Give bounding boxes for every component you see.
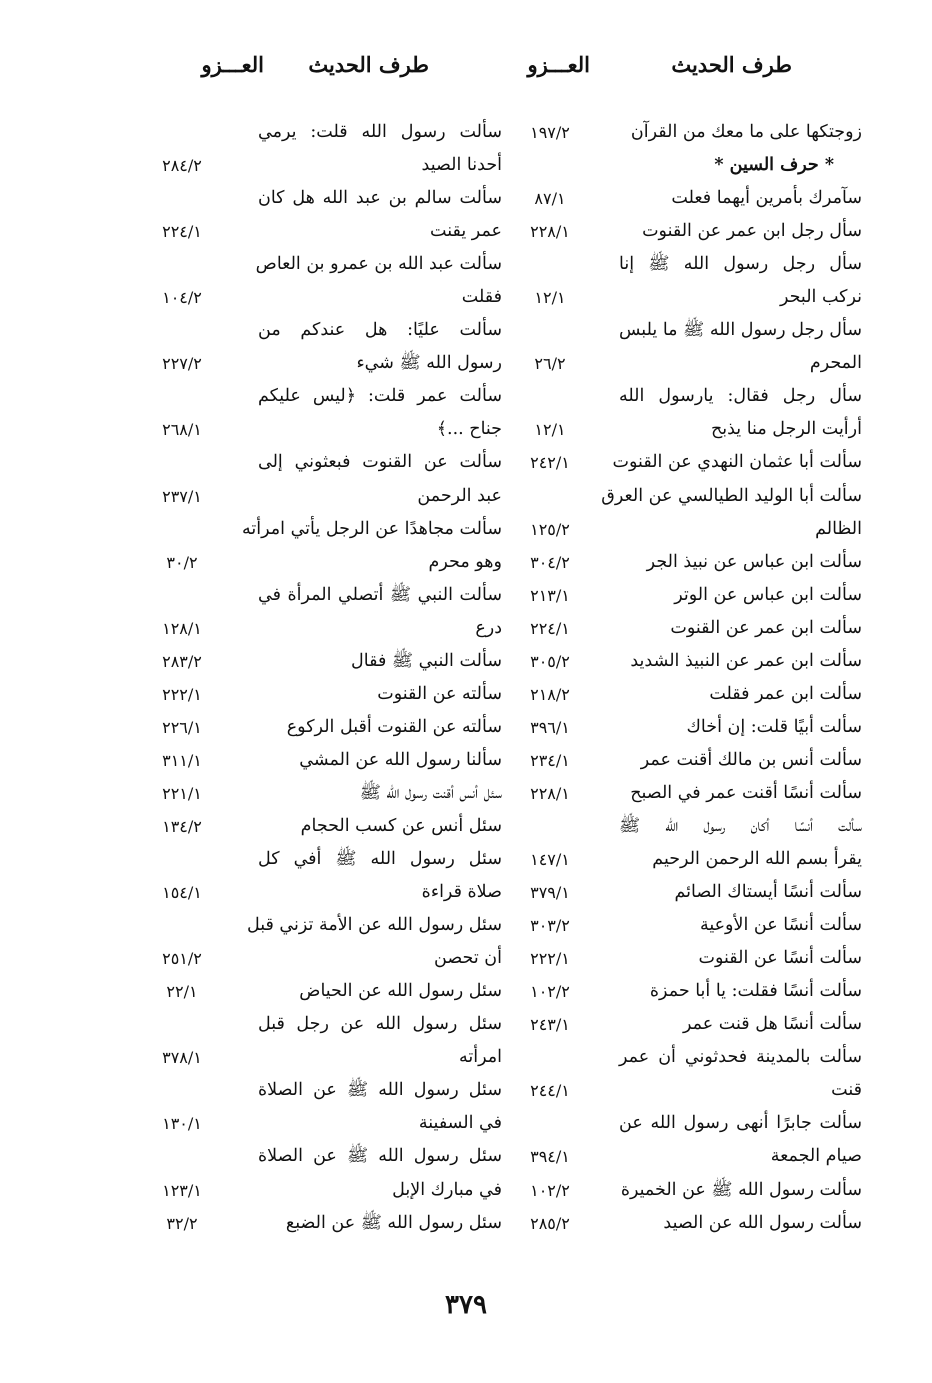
- index-entry: [500, 1140, 862, 1173]
- index-entry: [150, 1140, 502, 1173]
- hadith-incipit: وهو محرم: [428, 551, 502, 572]
- index-entry: [500, 248, 862, 281]
- index-entry: [500, 1008, 862, 1041]
- hadith-reference: ٢٣٧/١: [162, 486, 202, 506]
- index-entry: [150, 975, 502, 1008]
- hadith-incipit: سألت ابن عمر فقلت: [709, 683, 862, 704]
- hadith-incipit: سألت عليًا: هل عندكم من: [258, 320, 502, 341]
- hadith-reference: ٢٢٨/١: [530, 222, 570, 242]
- index-entry: [150, 810, 502, 843]
- index-entry: [500, 777, 862, 810]
- hadith-incipit: سألت مجاهدًا عن الرجل يأتي امرأته: [242, 518, 502, 539]
- hadith-reference: ٢٦٨/١: [162, 420, 202, 440]
- hadith-incipit: سألت أنس بن مالك أقنت عمر: [640, 749, 862, 770]
- hadith-incipit: سئل رسول الله ﷺ عن الصلاة: [258, 1146, 502, 1167]
- index-entry: [150, 546, 502, 579]
- hadith-reference: ١٢٥/٢: [530, 519, 570, 539]
- index-entry: [150, 149, 502, 182]
- hadith-reference: ٢٤٢/١: [530, 453, 570, 473]
- hadith-reference: ٣٠/٢: [166, 552, 198, 572]
- hadith-incipit: سألت أبيًا قلت: إن أخاك: [686, 716, 862, 737]
- index-entry: [500, 380, 862, 413]
- index-entry: [500, 744, 862, 777]
- hadith-reference: ٢٢١/١: [162, 783, 202, 803]
- hadith-reference: ١٣٠/١: [162, 1114, 202, 1134]
- hadith-incipit: سأل رجل ابن عمر عن القنوت: [642, 221, 862, 242]
- index-entry: [500, 314, 862, 347]
- index-entry: [150, 182, 502, 215]
- hadith-incipit: عبد الرحمن: [417, 485, 502, 506]
- hadith-incipit: سألته عن القنوت أقبل الركوع: [286, 716, 502, 737]
- index-entry: [150, 215, 502, 248]
- hadith-incipit: سألت النبي ﷺ فقال: [351, 650, 502, 671]
- hadith-reference: ٣١١/١: [162, 750, 202, 770]
- hadith-incipit: نركب البحر: [779, 287, 862, 308]
- hadith-incipit: سألت أنسًا أقنت عمر في الصبح: [630, 782, 862, 803]
- hadith-incipit: سئل رسول الله ﷺ عن الضبع: [285, 1212, 502, 1233]
- left-index-column: [150, 116, 502, 1240]
- hadith-incipit: جناح ...﴾: [436, 419, 502, 440]
- index-entry: [150, 777, 502, 810]
- index-entry: [500, 942, 862, 975]
- hadith-incipit: سألت عن القنوت فبعثوني إلى: [258, 452, 502, 473]
- hadith-reference: ٣٢/٢: [166, 1213, 198, 1233]
- hadith-reference: ٢٢٤/١: [162, 222, 202, 242]
- hadith-reference: ١٩٧/٢: [530, 123, 570, 142]
- hadith-incipit: سئل أنس أقنت رسول الله ﷺ: [359, 782, 502, 803]
- hadith-reference: ٢٢٧/٢: [162, 354, 202, 374]
- hadith-incipit: سألت النبي ﷺ أتصلي المرأة في: [258, 584, 502, 605]
- index-entry: [150, 1041, 502, 1074]
- hadith-reference: ٣٩٦/١: [530, 717, 570, 737]
- hadith-reference: ٣٧٩/١: [530, 883, 570, 903]
- hadith-reference: ١٢/١: [534, 420, 566, 440]
- index-entry: [150, 116, 502, 149]
- index-entry: [150, 645, 502, 678]
- hadith-incipit: سئل رسول الله ﷺ عن الصلاة: [258, 1080, 502, 1101]
- hadith-reference: ٢٨٤/٢: [162, 156, 202, 176]
- index-entry: [500, 1207, 862, 1240]
- hadith-incipit: سألت أبا عثمان النهدي عن القنوت: [612, 452, 862, 473]
- index-entry: [500, 281, 862, 314]
- hadith-reference: ١٢٨/١: [162, 618, 202, 638]
- index-entry: [150, 281, 502, 314]
- hadith-reference: ١٢/١: [534, 288, 566, 308]
- hadith-reference: ١٥٤/١: [162, 883, 202, 903]
- hadith-reference: ٢٢/١: [166, 982, 198, 1002]
- index-entry: [500, 579, 862, 612]
- index-entry: [500, 546, 862, 579]
- hadith-reference: ٢٨٣/٢: [162, 651, 202, 671]
- hadith-incipit: سألت ابن عمر عن النبيذ الشديد: [630, 650, 862, 671]
- hadith-incipit: سألت رسول الله قلت: يرمي: [258, 122, 502, 142]
- hadith-reference: ٢٤٤/١: [530, 1081, 570, 1101]
- hadith-incipit: امرأته: [458, 1047, 502, 1068]
- hadith-incipit: سألته عن القنوت: [377, 683, 502, 704]
- hadith-incipit: سألت ابن عباس عن الوتر: [674, 584, 862, 605]
- index-entry: [500, 711, 862, 744]
- hadith-reference: ١٢٣/١: [162, 1180, 202, 1200]
- index-entry: [500, 149, 862, 182]
- hadith-reference: ٢٤٣/١: [530, 1015, 570, 1035]
- hadith-incipit: سئل رسول الله ﷺ أفي كل: [258, 849, 502, 870]
- index-entry: [150, 876, 502, 909]
- index-entry: [150, 380, 502, 413]
- hadith-incipit: في مبارك الإبل: [392, 1179, 502, 1200]
- index-entry: [150, 480, 502, 513]
- header-right-azw: العـــزو: [527, 52, 590, 77]
- header-left-azw: العـــزو: [201, 52, 264, 77]
- hadith-incipit: سألت بالمدينة فحدثوني أن عمر: [619, 1047, 862, 1068]
- hadith-reference: ٣٠٥/٢: [530, 651, 570, 671]
- hadith-incipit: صيام الجمعة: [770, 1146, 862, 1167]
- hadith-reference: ١٤٧/١: [530, 850, 570, 870]
- hadith-incipit: عمر يقنت: [430, 221, 502, 242]
- hadith-incipit: سألت أنسًا أكان رسول الله ﷺ: [619, 815, 862, 836]
- index-entry: [500, 645, 862, 678]
- hadith-incipit: سألت رسول الله عن الصيد: [663, 1212, 862, 1233]
- hadith-incipit: سألت جابرًا أنهى رسول الله عن: [619, 1113, 862, 1134]
- index-entry: [500, 182, 862, 215]
- hadith-incipit: سأل رجل رسول الله ﷺ ما يلبس: [619, 320, 862, 341]
- hadith-incipit: أرأيت الرجل منا يذبح: [710, 419, 862, 440]
- index-entry: [150, 314, 502, 347]
- hadith-incipit: المحرم: [809, 353, 862, 374]
- hadith-incipit: سئل رسول الله عن الحياض: [299, 981, 502, 1002]
- index-entry: [500, 1041, 862, 1074]
- hadith-incipit: فقلت: [461, 287, 502, 308]
- hadith-reference: ١٠٤/٢: [162, 288, 202, 308]
- hadith-incipit: أن تحصن: [434, 948, 502, 969]
- index-entry: [500, 347, 862, 380]
- index-entry: [500, 876, 862, 909]
- hadith-incipit: سألت رسول الله ﷺ عن الخميرة: [620, 1179, 862, 1200]
- index-entry: [500, 116, 862, 149]
- hadith-reference: ٢٣٤/١: [530, 750, 570, 770]
- hadith-reference: ٨٧/١: [534, 189, 566, 209]
- index-entry: [150, 909, 502, 942]
- index-entry: [150, 413, 502, 446]
- index-entry: [150, 248, 502, 281]
- index-entry: [500, 1074, 862, 1107]
- index-entry: [500, 215, 862, 248]
- hadith-incipit: سألت أنسًا فقلت: يا أبا حمزة: [649, 981, 862, 1002]
- hadith-incipit: درع: [475, 617, 502, 638]
- right-index-column: [500, 116, 862, 1240]
- section-heading: * حرف السين *: [714, 155, 834, 176]
- hadith-incipit: سألت أنسًا أيستاك الصائم: [674, 882, 862, 903]
- hadith-reference: ٣٩٤/١: [530, 1147, 570, 1167]
- index-entry: [500, 843, 862, 876]
- page-number: ٣٧٩: [445, 1290, 487, 1320]
- hadith-incipit: سألت عمر قلت: ﴿ليس عليكم: [258, 386, 502, 407]
- header-right-tarf: طرف الحديث: [671, 52, 792, 77]
- index-entry: [150, 612, 502, 645]
- index-entry: [150, 1174, 502, 1207]
- index-entry: [150, 942, 502, 975]
- index-entry: [500, 413, 862, 446]
- hadith-incipit: الظالم: [815, 518, 862, 539]
- hadith-incipit: سأل رجل رسول الله ﷺ إنا: [619, 254, 862, 275]
- hadith-incipit: سألت عبد الله بن عمرو بن العاص: [255, 254, 502, 275]
- index-entry: [150, 1008, 502, 1041]
- index-entry: [150, 446, 502, 479]
- hadith-incipit: سألت أنسًا هل قنت عمر: [683, 1014, 862, 1035]
- hadith-reference: ١٣٤/٢: [162, 816, 202, 836]
- hadith-incipit: رسول الله ﷺ شيء: [356, 353, 502, 374]
- index-entry: [150, 579, 502, 612]
- hadith-incipit: سآمرك بأمرين أيهما فعلت: [671, 188, 862, 209]
- hadith-reference: ١٠٢/٢: [530, 982, 570, 1002]
- index-entry: [500, 513, 862, 546]
- hadith-reference: ٢٢٢/١: [530, 949, 570, 969]
- hadith-incipit: سألت سالم بن عبد الله هل كان: [258, 188, 502, 209]
- hadith-incipit: سألت أنسًا عن الأوعية: [699, 915, 862, 936]
- index-entry: [500, 810, 862, 843]
- hadith-incipit: سألت أبا الوليد الطيالسي عن العرق: [601, 485, 862, 506]
- index-entry: [150, 347, 502, 380]
- hadith-reference: ٢٥١/٢: [162, 949, 202, 969]
- hadith-reference: ٢٨٥/٢: [530, 1213, 570, 1233]
- hadith-reference: ٢٢٢/١: [162, 684, 202, 704]
- hadith-reference: ١٠٢/٢: [530, 1180, 570, 1200]
- index-entry: [500, 678, 862, 711]
- index-entry: [150, 1074, 502, 1107]
- hadith-incipit: يقرأ بسم الله الرحمن الرحيم: [652, 849, 862, 870]
- index-entry: [500, 480, 862, 513]
- hadith-incipit: سئل رسول الله عن رجل قبل: [258, 1014, 502, 1035]
- index-entry: [150, 678, 502, 711]
- hadith-reference: ٣٠٣/٢: [530, 916, 570, 936]
- index-entry: [150, 1107, 502, 1140]
- hadith-incipit: سأل رجل فقال: يارسول الله: [619, 386, 862, 407]
- hadith-incipit: سئل رسول الله عن الأمة تزني قبل: [246, 915, 502, 936]
- hadith-reference: ٣٠٤/٢: [530, 552, 570, 572]
- index-entry: [500, 446, 862, 479]
- hadith-reference: ٢٢٨/١: [530, 783, 570, 803]
- hadith-reference: ٢١٨/٢: [530, 684, 570, 704]
- hadith-incipit: صلاة قراءة: [421, 882, 502, 903]
- hadith-reference: ٢٢٤/١: [530, 618, 570, 638]
- hadith-reference: ٣٧٨/١: [162, 1048, 202, 1068]
- hadith-incipit: سألنا رسول الله عن المشي: [299, 749, 502, 770]
- index-entry: [500, 975, 862, 1008]
- hadith-incipit: سئل أنس عن كسب الحجام: [300, 815, 502, 836]
- hadith-incipit: سألت أنسًا عن القنوت: [698, 948, 862, 969]
- index-entry: [500, 909, 862, 942]
- index-entry: [500, 612, 862, 645]
- index-entry: [150, 513, 502, 546]
- hadith-reference: ٢٦/٢: [534, 354, 566, 374]
- hadith-incipit: قنت: [831, 1080, 862, 1101]
- index-entry: [150, 1207, 502, 1240]
- hadith-incipit: في السفينة: [418, 1113, 502, 1134]
- index-entry: [500, 1174, 862, 1207]
- hadith-incipit: سألت ابن عمر عن القنوت: [670, 617, 862, 638]
- hadith-reference: ٢٢٦/١: [162, 717, 202, 737]
- index-entry: [500, 1107, 862, 1140]
- hadith-reference: ٢١٣/١: [530, 585, 570, 605]
- index-entry: [150, 843, 502, 876]
- index-entry: [150, 744, 502, 777]
- hadith-incipit: سألت ابن عباس عن نبيذ الجر: [646, 551, 862, 572]
- hadith-incipit: أحدنا الصيد: [421, 155, 502, 176]
- hadith-incipit: زوجتكها على ما معك من القرآن: [630, 122, 862, 142]
- header-left-tarf: طرف الحديث: [308, 52, 429, 77]
- index-entry: [150, 711, 502, 744]
